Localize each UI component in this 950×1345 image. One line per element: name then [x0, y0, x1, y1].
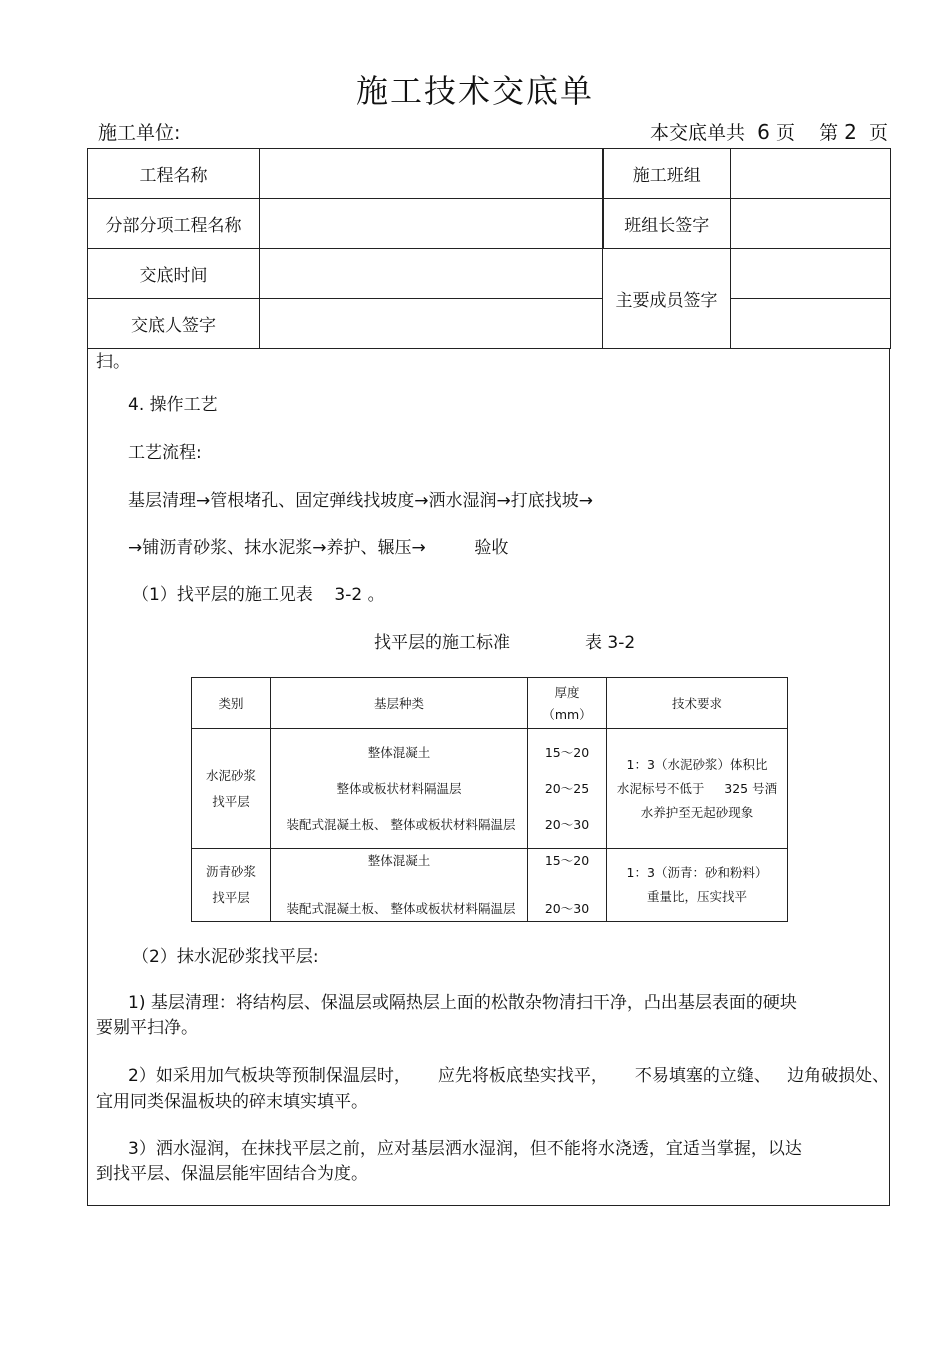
asphalt-base-2: 装配式混凝土板、 整体或板状材料隔温层	[286, 901, 516, 916]
row-asphalt-thickness	[528, 849, 607, 922]
thickness-header-line-1: 厚度	[554, 685, 580, 700]
asphalt-category-line-2: 找平层	[212, 890, 250, 905]
process-flow-line-1: 基层清理→管根堵孔、固定弹线找坡度→洒水湿润→打底找坡→	[128, 491, 593, 511]
row-cement-category	[192, 729, 271, 849]
paragraph-1-line-2: 要剔平扫净。	[96, 1018, 198, 1038]
cement-req-3: 水养护至无起砂现象	[640, 804, 754, 820]
asphalt-thick-1: 15～20	[544, 853, 590, 868]
row-asphalt-requirement	[607, 849, 788, 922]
row-asphalt-base	[271, 849, 528, 922]
current-page: 2	[844, 120, 857, 144]
cement-thick-2: 20～25	[544, 780, 590, 796]
asphalt-req-1: 1：3（沥青：砂和粉料）	[626, 865, 768, 880]
row-cement-requirement	[607, 729, 788, 849]
cement-base-3: 装配式混凝土板、 整体或板状材料隔温层	[286, 816, 516, 832]
paragraph-3-line-1: 3）洒水湿润，在抹找平层之前，应对基层洒水湿润，但不能将水浇透，宜适当掌握，以达	[128, 1139, 802, 1159]
col-header-category: 类别	[192, 678, 271, 729]
pages-mid: 页 第	[775, 122, 839, 144]
process-flow-label: 工艺流程:	[128, 443, 202, 463]
table-caption: 找平层的施工标准	[374, 633, 510, 653]
team-label: 施工班组	[603, 149, 731, 199]
pages-suffix: 页	[868, 122, 888, 144]
members-sign-field-2[interactable]	[731, 299, 891, 349]
time-label: 交底时间	[88, 249, 260, 299]
cement-req-1: 1：3（水泥砂浆）体积比	[626, 756, 768, 772]
col-header-requirement: 技术要求	[607, 678, 788, 729]
leader-sign-field[interactable]	[731, 199, 891, 249]
asphalt-req-2: 重量比，压实找平	[646, 889, 747, 904]
section-heading: 4. 操作工艺	[128, 395, 218, 415]
content-box	[87, 348, 890, 1206]
leader-sign-label: 班组长签字	[603, 199, 731, 249]
cement-category-line-2: 找平层	[212, 793, 250, 809]
asphalt-thick-2: 20～30	[544, 901, 590, 916]
team-field[interactable]	[731, 149, 891, 199]
subproject-label: 分部分项工程名称	[88, 199, 260, 249]
row-cement-thickness	[528, 729, 607, 849]
members-sign-label: 主要成员签字	[603, 249, 731, 349]
members-sign-field-1[interactable]	[731, 249, 891, 299]
cement-base-1: 整体混凝土	[367, 744, 431, 760]
cement-thick-1: 15～20	[544, 744, 590, 760]
paragraph-1-line-1: 1) 基层清理：将结构层、保温层或隔热层上面的松散杂物清扫干净，凸出基层表面的硬块	[128, 993, 797, 1013]
row-cement-base	[271, 729, 528, 849]
cement-req-2: 水泥标号不低于 325 号酒	[616, 780, 778, 796]
construction-unit-label: 施工单位:	[98, 122, 181, 144]
presenter-sign-field[interactable]	[260, 299, 603, 349]
cement-category-line-1: 水泥砂浆	[205, 767, 256, 783]
paragraph-continuation: 扫。	[96, 352, 130, 372]
subproject-field[interactable]	[260, 199, 603, 249]
presenter-sign-label: 交底人签字	[88, 299, 260, 349]
standard-table	[191, 677, 788, 922]
asphalt-base-1: 整体混凝土	[367, 853, 431, 868]
process-flow-line-2: →铺沥青砂浆、抹水泥浆→养护、辗压→ 验收	[128, 538, 509, 558]
pages-prefix: 本交底单共	[650, 122, 746, 144]
asphalt-category-line-1: 沥青砂浆	[205, 864, 256, 879]
thickness-header-line-2: （mm）	[542, 707, 592, 722]
col-header-base-type: 基层种类	[271, 678, 528, 729]
project-name-field[interactable]	[260, 149, 603, 199]
row-asphalt-category	[192, 849, 271, 922]
cement-base-2: 整体或板状材料隔温层	[336, 780, 462, 796]
table-number: 表 3-2	[585, 633, 636, 653]
table-reference: （1）找平层的施工见表 3-2 。	[132, 585, 385, 605]
paragraph-2-line-2: 宜用同类保温板块的碎末填实填平。	[96, 1092, 368, 1112]
subsection-heading: （2）抹水泥砂浆找平层:	[132, 947, 319, 967]
cement-thick-3: 20～30	[544, 816, 590, 832]
header-table	[87, 148, 891, 349]
paragraph-2-line-1: 2）如采用加气板块等预制保温层时， 应先将板底垫实找平， 不易填塞的立缝、 边角破损处、	[128, 1066, 890, 1086]
document-title: 施工技术交底单	[355, 72, 594, 110]
time-field[interactable]	[260, 249, 603, 299]
total-pages: 6	[757, 120, 770, 144]
page-count-line	[650, 118, 888, 145]
project-name-label: 工程名称	[88, 149, 260, 199]
col-header-thickness	[528, 678, 607, 729]
paragraph-3-line-2: 到找平层、保温层能牢固结合为度。	[96, 1164, 368, 1184]
